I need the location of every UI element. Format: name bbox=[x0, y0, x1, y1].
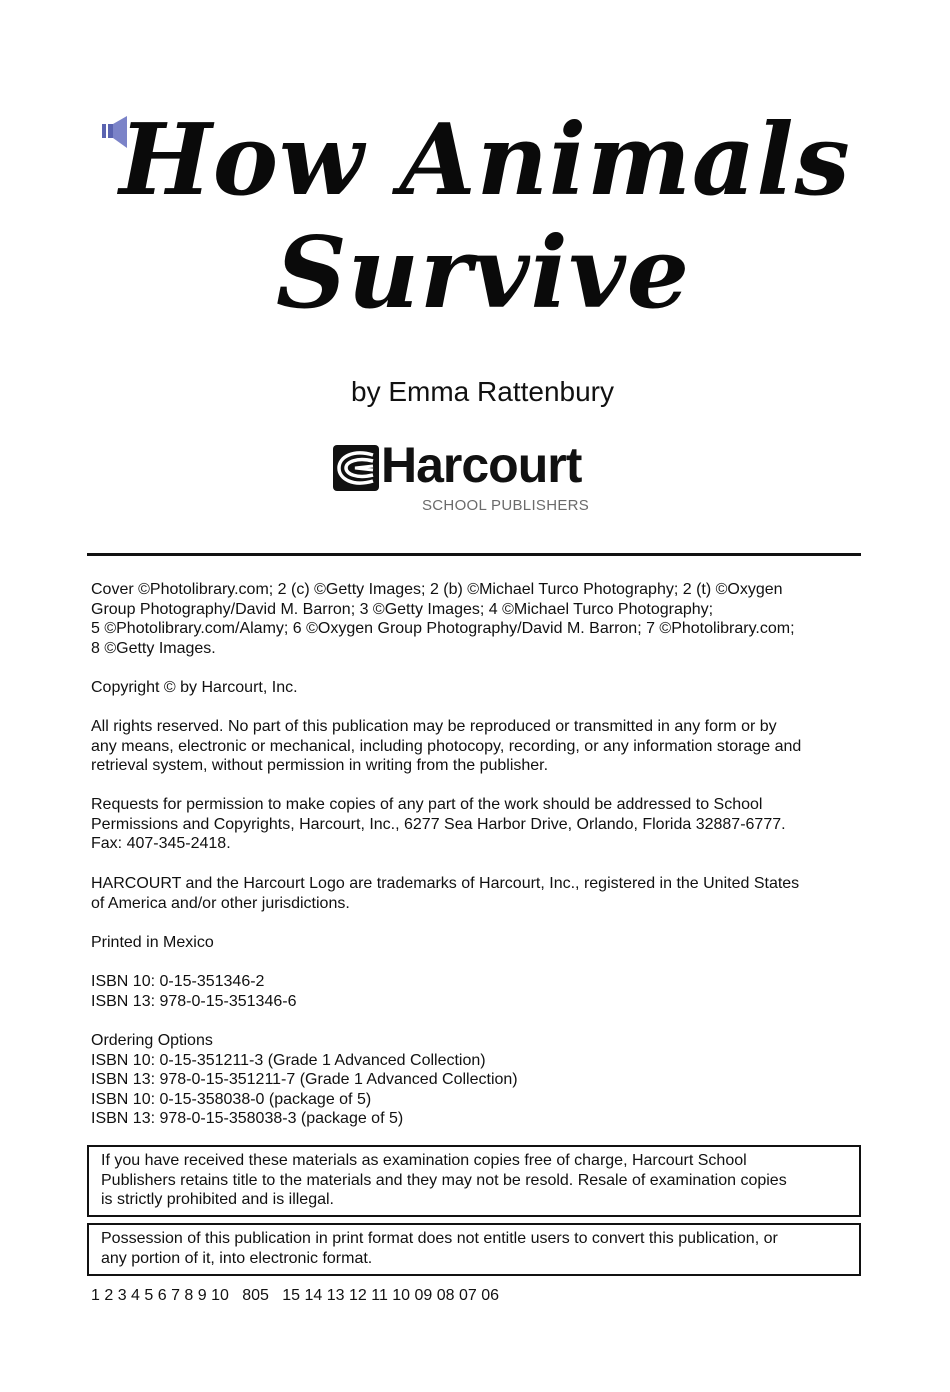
printed-line: Printed in Mexico bbox=[91, 934, 214, 951]
photo-credits bbox=[91, 580, 861, 658]
publisher-logo bbox=[333, 437, 603, 520]
rights-reserved bbox=[91, 717, 861, 776]
ordering-line: ISBN 10: 0-15-351211-3 (Grade 1 Advanced Collection) bbox=[91, 1051, 486, 1069]
permissions-line: Permissions and Copyrights, Harcourt, Inc., 6277 Sea Harbor Drive, Orlando, Florida 32887-6777. bbox=[91, 815, 786, 833]
divider-rule bbox=[87, 553, 861, 556]
isbn-block bbox=[91, 972, 861, 1011]
exam-copies-notice bbox=[87, 1145, 861, 1217]
rights-line: All rights reserved. No part of this publication may be reproduced or transmitted in any form or by bbox=[91, 718, 777, 735]
ordering-line: ISBN 13: 978-0-15-358038-3 (package of 5) bbox=[91, 1110, 404, 1128]
publisher-name: Harcourt bbox=[381, 437, 582, 493]
credits-line: Group Photography/David M. Barron; 3 ©Getty Images; 4 ©Michael Turco Photography; bbox=[91, 600, 714, 618]
trademark-line: of America and/or other jurisdictions. bbox=[91, 894, 350, 912]
isbn-line: ISBN 10: 0-15-351346-2 bbox=[91, 973, 265, 990]
exam-notice-line: is strictly prohibited and is illegal. bbox=[101, 1191, 334, 1209]
copyright-notice bbox=[91, 678, 861, 698]
author-byline: by Emma Rattenbury bbox=[351, 376, 614, 407]
rights-line: any means, electronic or mechanical, including photocopy, recording, or any information storage and bbox=[91, 737, 802, 755]
permissions-line: Requests for permission to make copies of any part of the work should be addressed to School bbox=[91, 796, 763, 813]
electronic-notice-line: Possession of this publication in print format does not entitle users to convert this publication, or bbox=[101, 1230, 778, 1247]
exam-notice-line: If you have received these materials as examination copies free of charge, Harcourt School bbox=[101, 1152, 747, 1169]
ordering-line: ISBN 13: 978-0-15-351211-7 (Grade 1 Advanced Collection) bbox=[91, 1071, 518, 1089]
isbn-line: ISBN 13: 978-0-15-351346-6 bbox=[91, 992, 297, 1010]
electronic-format-notice bbox=[87, 1223, 861, 1276]
permissions-request bbox=[91, 795, 861, 854]
title-line-2: Survive bbox=[275, 216, 691, 331]
ordering-options bbox=[91, 1031, 861, 1129]
copyright-line: Copyright © by Harcourt, Inc. bbox=[91, 679, 298, 696]
trademark-notice bbox=[91, 874, 861, 913]
trademark-line: HARCOURT and the Harcourt Logo are trademarks of Harcourt, Inc., registered in the United States bbox=[91, 875, 800, 892]
credits-line: Cover ©Photolibrary.com; 2 (c) ©Getty Images; 2 (b) ©Michael Turco Photography; 2 (t) ©Oxygen bbox=[91, 581, 783, 598]
print-line: 1 2 3 4 5 6 7 8 9 10 805 15 14 13 12 11 10 09 08 07 06 bbox=[91, 1287, 500, 1304]
printed-in bbox=[91, 933, 861, 953]
exam-notice-line: Publishers retains title to the materials and they may not be resold. Resale of examination copies bbox=[101, 1171, 787, 1189]
rights-line: retrieval system, without permission in writing from the publisher. bbox=[91, 757, 549, 775]
ordering-line: Ordering Options bbox=[91, 1032, 213, 1049]
ordering-line: ISBN 10: 0-15-358038-0 (package of 5) bbox=[91, 1090, 372, 1108]
credits-line: 8 ©Getty Images. bbox=[91, 639, 216, 657]
electronic-notice-line: any portion of it, into electronic format. bbox=[101, 1249, 373, 1267]
publisher-division: SCHOOL PUBLISHERS bbox=[422, 497, 590, 514]
harcourt-logo-mark-icon bbox=[333, 445, 379, 491]
permissions-line: Fax: 407-345-2418. bbox=[91, 835, 231, 853]
title-line-1: How Animals bbox=[119, 103, 851, 218]
credits-line: 5 ©Photolibrary.com/Alamy; 6 ©Oxygen Group Photography/David M. Barron; 7 ©Photolibrary.com; bbox=[91, 620, 795, 638]
